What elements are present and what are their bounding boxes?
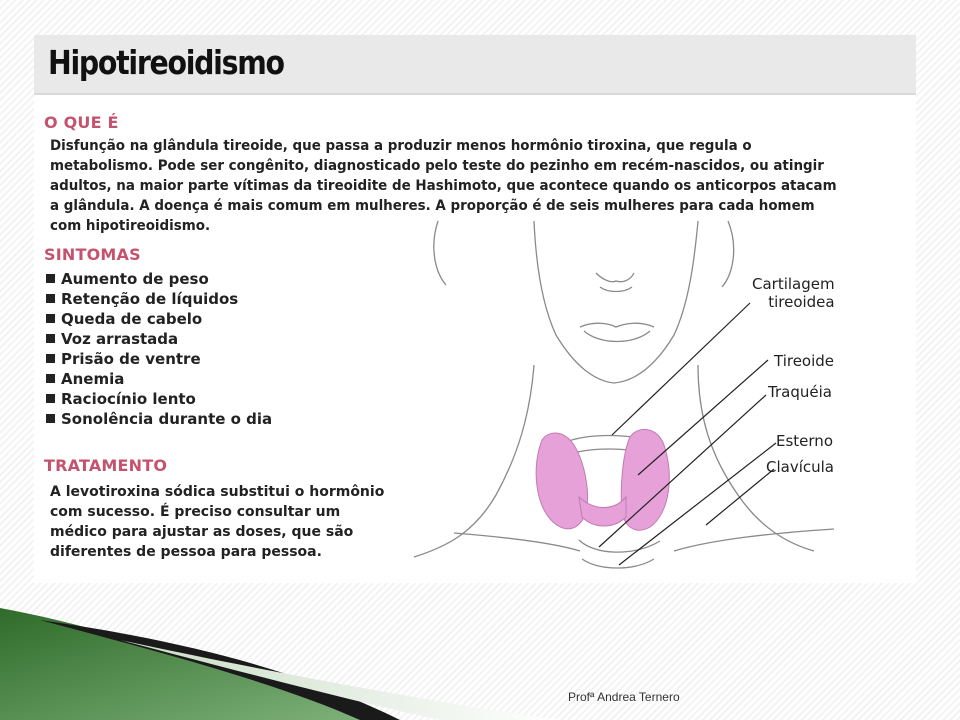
section-heading-treatment: TRATAMENTO xyxy=(44,456,168,475)
label-cartilage: Cartilagem tireoidea xyxy=(752,275,835,311)
label-thyroid: Tireoide xyxy=(774,352,835,370)
infographic-card xyxy=(34,35,916,583)
label-trachea: Traquéia xyxy=(768,383,832,401)
list-item: Aumento de peso xyxy=(46,269,272,289)
label-clavicle: Clavícula xyxy=(766,458,834,476)
section-heading-what: O QUE É xyxy=(44,113,119,132)
author-credit: Profª Andrea Ternero xyxy=(568,690,680,704)
list-item: Retenção de líquidos xyxy=(46,289,272,309)
label-sternum: Esterno xyxy=(776,432,833,450)
list-item: Prisão de ventre xyxy=(46,349,272,369)
list-item: Anemia xyxy=(46,369,272,389)
treatment-paragraph: A levotiroxina sódica substitui o hormônio com sucesso. É preciso consultar um médico para ajustar as doses, que são diferentes de pessoa para pessoa. xyxy=(50,484,385,560)
list-item: Voz arrastada xyxy=(46,329,272,349)
decorative-corner-swoosh xyxy=(0,600,960,720)
list-item: Raciocínio lento xyxy=(46,389,272,409)
list-item: Queda de cabelo xyxy=(46,309,272,329)
section-heading-symptoms: SINTOMAS xyxy=(44,245,141,264)
page-title: Hipotireoidismo xyxy=(48,43,284,82)
list-item: Sonolência durante o dia xyxy=(46,409,272,429)
description-paragraph: Disfunção na glândula tireoide, que passa a produzir menos hormônio tiroxina, que regula o metabolismo. Pode ser congênito, diagnosticado pelo teste do pezinho em recém-nascidos, ou atingir adultos, na maior parte vítimas da tireoidite de Hashimoto, que acontece quando os anticorpos atacam a glândula. A doença é mais comum em mulheres. A proporção é de seis mulheres para cada homem com hipotireoidismo. xyxy=(50,138,837,234)
